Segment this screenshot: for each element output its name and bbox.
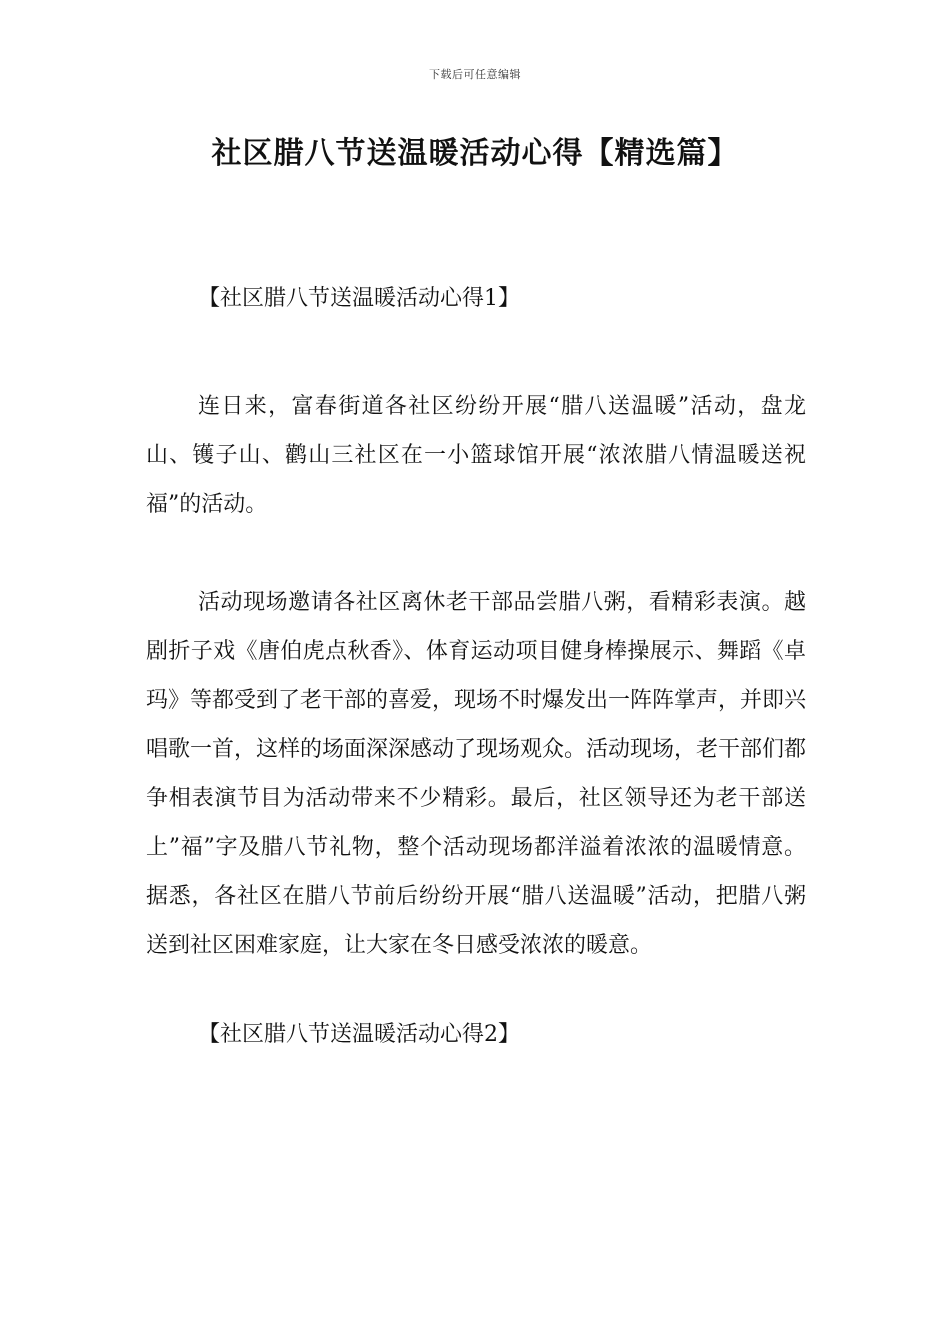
paragraph-1: 连日来，富春街道各社区纷纷开展“腊八送温暖”活动，盘龙山、镬子山、鹳山三社区在一小篮球馆开展“浓浓腊八情温暖送祝福”的活动。: [146, 394, 806, 517]
paragraph-2: 活动现场邀请各社区离休老干部品尝腊八粥，看精彩表演。越剧折子戏《唐伯虎点秋香》、体育运动项目健身棒操展示、舞蹈《卓玛》等都受到了老干部的喜爱，现场不时爆发出一阵阵掌声，并即兴唱歌一首，这样的场面深深感动了现场观众。活动现场，老干部们都争相表演节目为活动带来不少精彩。最后，社区领导还为老干部送上”福”字及腊八节礼物，整个活动现场都洋溢着浓浓的温暖情意。据悉，各社区在腊八节前后纷纷开展“腊八送温暖”活动，把腊八粥送到社区困难家庭，让大家在冬日感受浓浓的暖意。: [146, 590, 807, 958]
header-note: 下载后可任意编辑: [429, 68, 521, 81]
section-heading-1: 【社区腊八节送温暖活动心得1】: [198, 286, 520, 311]
document-body: [146, 284, 806, 1050]
document-title: 社区腊八节送温暖活动心得【精选篇】: [211, 136, 739, 171]
section-heading-2: 【社区腊八节送温暖活动心得2】: [198, 1022, 520, 1047]
